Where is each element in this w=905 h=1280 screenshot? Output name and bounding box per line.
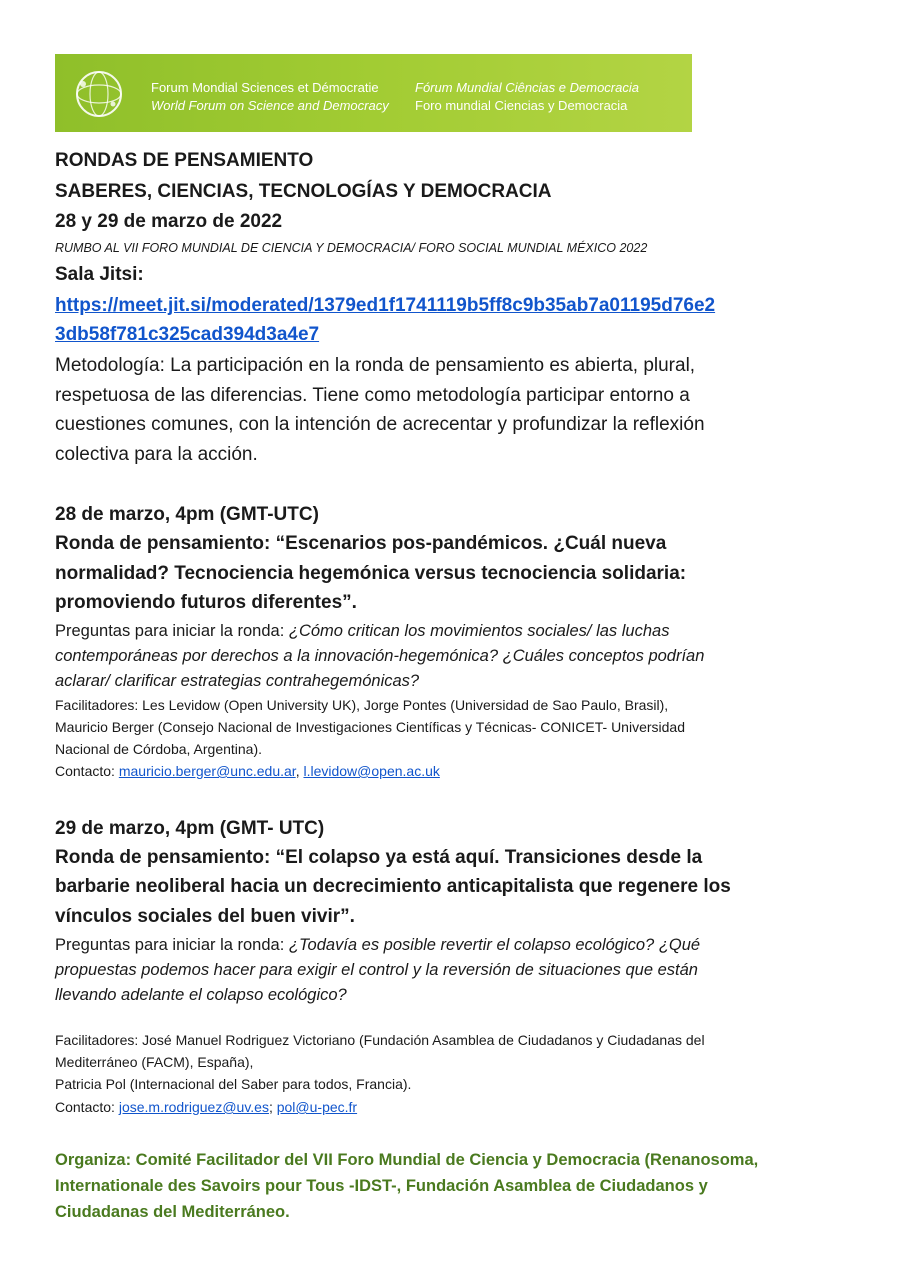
room-label: Sala Jitsi:	[55, 264, 144, 285]
question-text: ¿Todavía es posible revertir el colapso ecológico? ¿Qué	[288, 936, 701, 954]
question-text: contemporáneas por derechos a la innovación-hegemónica? ¿Cuáles conceptos podrían	[55, 647, 705, 665]
banner-title-pt: Fórum Mundial Ciências e Democracia	[415, 80, 639, 95]
banner-title-en: World Forum on Science and Democracy	[151, 98, 389, 113]
session1-facilitators: Mauricio Berger (Consejo Nacional de Investigaciones Científicas y Técnicas- CONICET- Universidad	[55, 719, 685, 735]
email-link[interactable]: l.levidow@open.ac.uk	[303, 763, 440, 779]
contact-label: Contacto:	[55, 763, 119, 779]
session1-date: 28 de marzo, 4pm (GMT-UTC)	[55, 504, 319, 525]
session2-contact	[55, 1099, 357, 1115]
session2-facilitators: Patricia Pol (Internacional del Saber para todos, Francia).	[55, 1076, 412, 1092]
session1-title: Ronda de pensamiento: “Escenarios pos-pandémicos. ¿Cuál nueva	[55, 533, 667, 554]
session1-title: normalidad? Tecnociencia hegemónica versus tecnociencia solidaria:	[55, 563, 687, 584]
session2-facilitators: Facilitadores: José Manuel Rodriguez Victoriano (Fundación Asamblea de Ciudadanos y Ciudadanas del	[55, 1032, 705, 1048]
session2-questions	[55, 936, 700, 955]
organizer-line: Organiza: Comité Facilitador del VII Foro Mundial de Ciencia y Democracia (Renanosoma,	[55, 1151, 759, 1169]
email-link[interactable]: jose.m.rodriguez@uv.es	[118, 1099, 269, 1115]
methodology-line: Metodología: La participación en la ronda de pensamiento es abierta, plural,	[55, 355, 696, 376]
question-text: propuestas podemos hacer para exigir el control y la reversión de situaciones que están	[55, 961, 698, 979]
banner-title-es: Foro mundial Ciencias y Democracia	[415, 98, 628, 113]
doc-dates: 28 y 29 de marzo de 2022	[55, 211, 283, 232]
contact-label: Contacto:	[55, 1099, 119, 1115]
session1-questions	[55, 622, 669, 641]
doc-subtitle: SABERES, CIENCIAS, TECNOLOGÍAS Y DEMOCRACIA	[55, 181, 552, 202]
session2-title: barbarie neoliberal hacia un decrecimiento anticapitalista que regenere los	[55, 876, 731, 897]
doc-title: RONDAS DE PENSAMIENTO	[55, 150, 314, 171]
session1-title: promoviendo futuros diferentes”.	[55, 592, 357, 613]
room-link[interactable]: https://meet.jit.si/moderated/1379ed1f1741119b5ff8c9b35ab7a01195d76e2	[55, 295, 716, 316]
forum-banner	[55, 54, 692, 132]
banner-title-fr: Forum Mondial Sciences et Démocratie	[151, 80, 379, 95]
room-link-continued[interactable]: 3db58f781c325cad394d3a4e7	[55, 324, 320, 345]
organizer-line: Ciudadanas del Mediterráneo.	[55, 1203, 290, 1221]
session2-title: vínculos sociales del buen vivir”.	[55, 906, 355, 927]
questions-label: Preguntas para iniciar la ronda:	[55, 936, 289, 954]
methodology-line: respetuosa de las diferencias. Tiene como metodología participar entorno a	[55, 385, 690, 406]
question-text: llevando adelante el colapso ecológico?	[55, 986, 347, 1004]
contact-separator: ,	[295, 763, 304, 779]
session2-facilitators: Mediterráneo (FACM), España),	[55, 1054, 254, 1070]
globe-logo-icon	[69, 64, 129, 124]
email-link[interactable]: mauricio.berger@unc.edu.ar	[118, 763, 296, 779]
session1-facilitators: Nacional de Córdoba, Argentina).	[55, 741, 263, 757]
question-text: aclarar/ clarificar estrategias contrahegemónicas?	[55, 672, 420, 690]
organizer-line: Internationale des Savoirs pour Tous -IDST-, Fundación Asamblea de Ciudadanos y	[55, 1177, 708, 1195]
questions-label: Preguntas para iniciar la ronda:	[55, 622, 289, 640]
session1-facilitators: Facilitadores: Les Levidow (Open University UK), Jorge Pontes (Universidad de Sao Paulo, Brasil),	[55, 697, 669, 713]
session2-date: 29 de marzo, 4pm (GMT- UTC)	[55, 818, 325, 839]
contact-separator: ;	[268, 1099, 277, 1115]
doc-tagline: RUMBO AL VII FORO MUNDIAL DE CIENCIA Y DEMOCRACIA/ FORO SOCIAL MUNDIAL MÉXICO 2022	[55, 241, 648, 255]
session1-contact	[55, 763, 440, 779]
session2-title: Ronda de pensamiento: “El colapso ya está aquí. Transiciones desde la	[55, 847, 703, 868]
methodology-line: cuestiones comunes, con la intención de acrecentar y profundizar la reflexión	[55, 414, 705, 435]
question-text: ¿Cómo critican los movimientos sociales/ las luchas	[288, 622, 670, 640]
email-link[interactable]: pol@u-pec.fr	[276, 1099, 358, 1115]
methodology-line: colectiva para la acción.	[55, 444, 258, 465]
